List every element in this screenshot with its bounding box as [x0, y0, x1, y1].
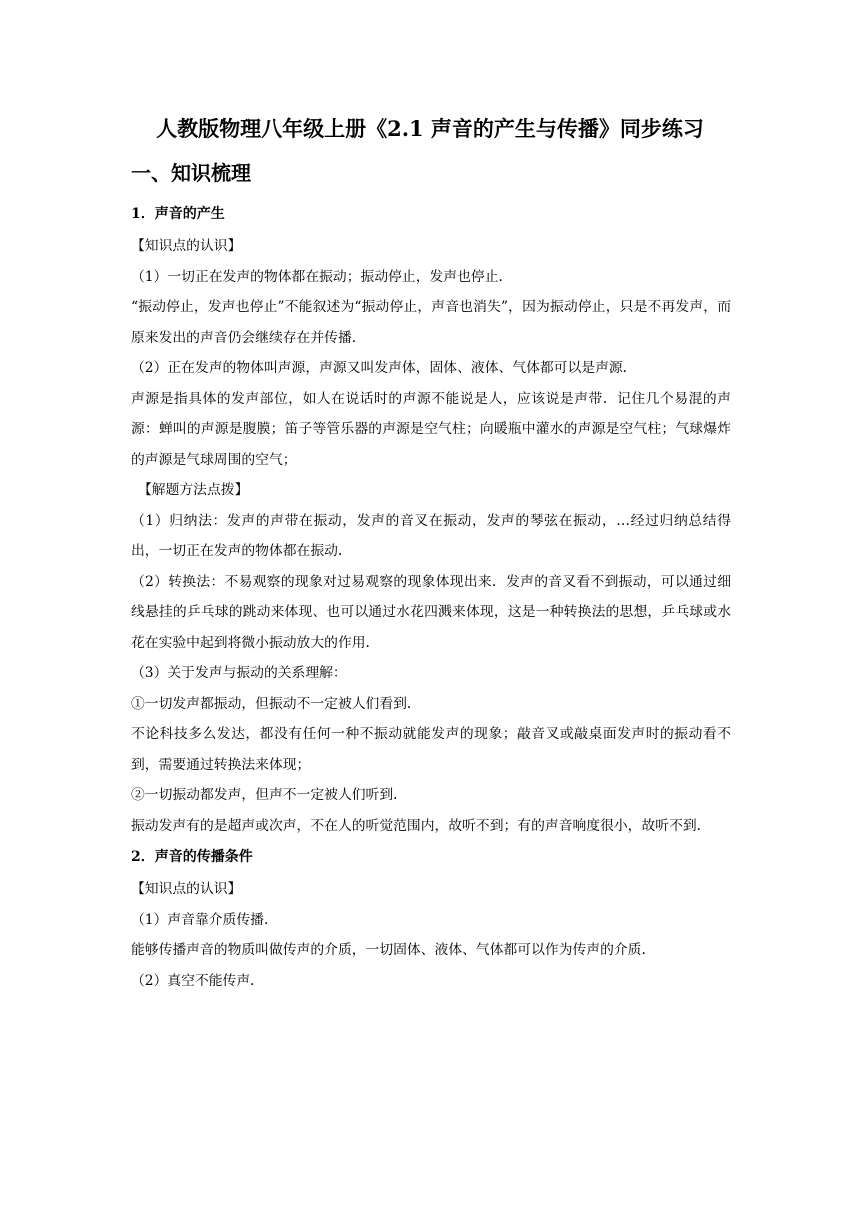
- subheading-sound-propagation: 2．声音的传播条件: [131, 849, 253, 865]
- paragraph: （2）真空不能传声．: [131, 972, 264, 989]
- paragraph: ①一切发声都振动，但振动不一定被人们看到．: [131, 695, 421, 712]
- paragraph: （2）正在发声的物体叫声源，声源又叫发声体，固体、液体、气体都可以是声源．: [131, 360, 637, 376]
- paragraph: 声源是指具体的发声部位，如人在说话时的声源不能说是人，应该说是声带．记住几个易混的声源：蝉叫的声源是腹膜；笛子等管乐器的声源是空气柱；向暖瓶中灌水的声源是空气柱；气球爆炸的声源是气球周围的空气；: [131, 390, 731, 468]
- knowledge-tag: 【知识点的认识】: [131, 238, 242, 254]
- subheading-sound-production: 1．声音的产生: [131, 206, 225, 222]
- paragraph: （3）关于发声与振动的关系理解：: [131, 665, 347, 681]
- section-heading-knowledge-review: 一、知识梳理: [131, 161, 251, 185]
- paragraph: ②一切振动都发声，但声不一定被人们听到．: [131, 787, 407, 803]
- paragraph: （2）转换法：不易观察的现象对过易观察的现象体现出来．发声的音叉看不到振动，可以通过细线悬挂的乒乓球的跳动来体现、也可以通过水花四溅来体现，这是一种转换法的思想，乒乓球或水花在实验中起到将微小振动放大的作用．: [131, 573, 731, 651]
- knowledge-tag: 【知识点的认识】: [131, 881, 242, 897]
- paragraph: （1）一切正在发声的物体都在振动；振动停止，发声也停止．: [131, 268, 513, 285]
- paragraph: 振动发声有的是超声或次声，不在人的听觉范围内，故听不到；有的声音响度很小，故听不到．: [131, 817, 711, 834]
- document-title: 人教版物理八年级上册《2.1 声音的产生与传播》同步练习: [156, 116, 704, 141]
- paragraph: 能够传播声音的物质叫做传声的介质，一切固体、液体、气体都可以作为传声的介质．: [131, 942, 656, 958]
- document-body: [131, 154, 731, 996]
- paragraph: （1）归纳法：发声的声带在振动，发声的音叉在振动，发声的琴弦在振动，…经过归纳总结得出，一切正在发声的物体都在振动．: [131, 512, 731, 559]
- paragraph: 不论科技多么发达，都没有任何一种不振动就能发声的现象；敲音叉或敲桌面发声时的振动看不到，需要通过转换法来体现；: [131, 726, 731, 773]
- paragraph: （1）声音靠介质传播．: [131, 911, 278, 928]
- method-tag: 【解题方法点拨】: [138, 482, 249, 498]
- paragraph: “振动停止，发声也停止”不能叙述为“振动停止，声音也消失”，因为振动停止，只是不再发声，而原来发出的声音仍会继续存在并传播．: [131, 299, 731, 346]
